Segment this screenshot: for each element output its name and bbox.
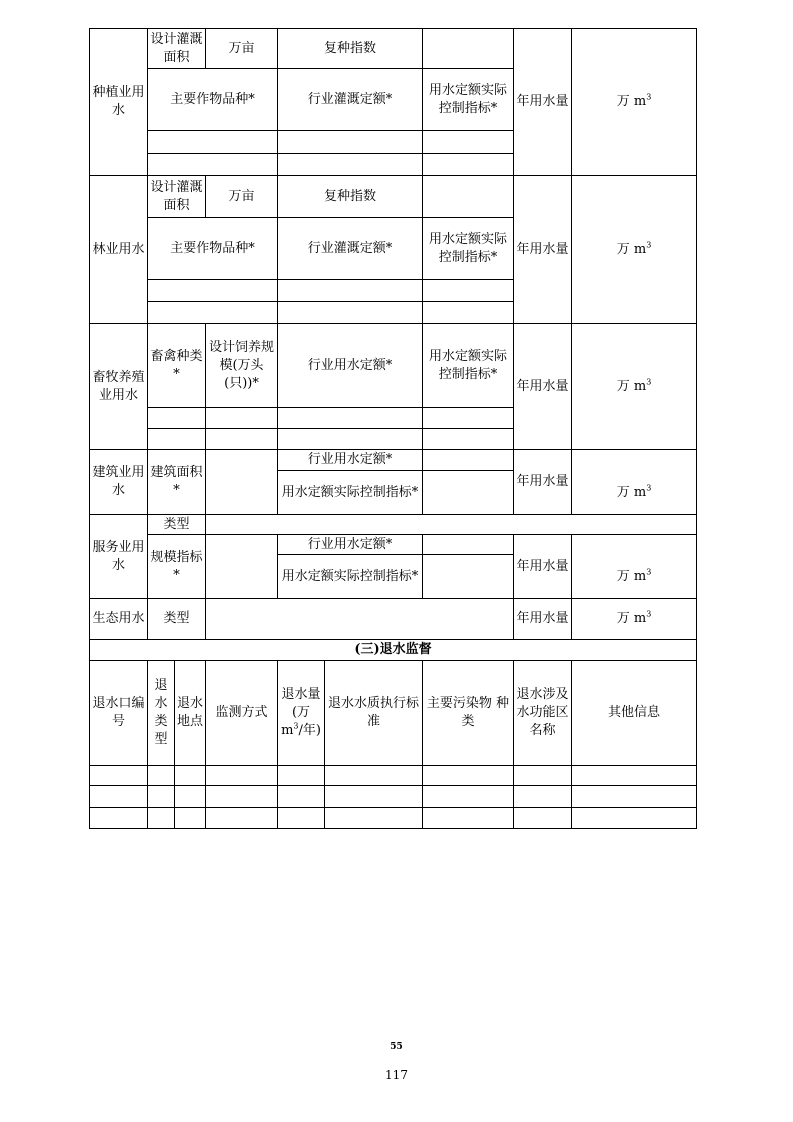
livestock-label: 畜牧养殖业用水 [89, 323, 148, 450]
ecology-label: 生态用水 [89, 598, 148, 640]
service-type-value [205, 514, 697, 535]
livestock-row-2-scale [205, 428, 278, 450]
discharge-row-3-zone [513, 807, 572, 829]
service-scale-value [205, 534, 278, 599]
forestry-multi-crop-index-value [422, 175, 514, 218]
livestock-scale-header: 设计饲养规模(万头(只))* [205, 323, 278, 408]
discharge-row-3-standard [324, 807, 423, 829]
ecology-type-label: 类型 [147, 598, 206, 640]
discharge-col-zone: 退水涉及水功能区名称 [513, 660, 572, 766]
construction-actual-control-label: 用水定额实际控制指标* [277, 470, 423, 515]
discharge-row-2-type [147, 785, 175, 808]
forestry-row-2-quota [277, 301, 423, 324]
construction-industry-quota-label: 行业用水定额* [277, 449, 423, 471]
discharge-row-2-other [571, 785, 697, 808]
planting-multi-crop-index: 复种指数 [277, 28, 423, 69]
discharge-row-1-other [571, 765, 697, 786]
forestry-unit-mu: 万亩 [205, 175, 278, 218]
planting-row-1-quota [277, 130, 423, 154]
planting-row-1-control [422, 130, 514, 154]
livestock-row-1-quota [277, 407, 423, 429]
discharge-row-3-monitor [205, 807, 278, 829]
forestry-multi-crop-index: 复种指数 [277, 175, 423, 218]
discharge-row-1-zone [513, 765, 572, 786]
discharge-col-location: 退水地点 [174, 660, 206, 766]
service-annual-water-label: 年用水量 [513, 534, 572, 599]
discharge-section-title: (三)退水监督 [89, 639, 697, 661]
discharge-col-standard: 退水水质执行标准 [324, 660, 423, 766]
service-industry-quota-label: 行业用水定额* [277, 534, 423, 555]
discharge-row-3-volume [277, 807, 325, 829]
discharge-col-pollutants: 主要污染物 种类 [422, 660, 514, 766]
livestock-species-header: 畜禽种类* [147, 323, 206, 408]
livestock-row-2-control [422, 428, 514, 450]
service-label: 服务业用水 [89, 514, 148, 599]
discharge-col-outlet-id: 退水口编号 [89, 660, 148, 766]
livestock-annual-water-unit: 万 $m^3$ [571, 323, 697, 450]
planting-row-2-crop [147, 153, 278, 176]
service-scale-label: 规模指标* [147, 534, 206, 599]
discharge-row-1-outlet [89, 765, 148, 786]
discharge-row-2-standard [324, 785, 423, 808]
livestock-row-1-species [147, 407, 206, 429]
discharge-col-monitor: 监测方式 [205, 660, 278, 766]
page-number: 117 [385, 1068, 408, 1082]
forestry-annual-water-unit: 万 $m^3$ [571, 175, 697, 324]
discharge-row-3-type [147, 807, 175, 829]
construction-area-value [205, 449, 278, 515]
discharge-row-1-type [147, 765, 175, 786]
service-actual-control-label: 用水定额实际控制指标* [277, 554, 423, 599]
discharge-row-2-zone [513, 785, 572, 808]
forestry-main-crop-header: 主要作物品种* [147, 217, 278, 280]
service-actual-control-value [422, 554, 514, 599]
forestry-row-2-crop [147, 301, 278, 324]
discharge-row-3-pollutants [422, 807, 514, 829]
forestry-row-1-quota [277, 279, 423, 302]
planting-industry-quota-header: 行业灌溉定额* [277, 68, 423, 131]
livestock-annual-water-label: 年用水量 [513, 323, 572, 450]
discharge-row-1-standard [324, 765, 423, 786]
discharge-col-other: 其他信息 [571, 660, 697, 766]
livestock-industry-quota-header: 行业用水定额* [277, 323, 423, 408]
construction-area-label: 建筑面积* [147, 449, 206, 515]
discharge-row-3-other [571, 807, 697, 829]
discharge-row-2-location [174, 785, 206, 808]
planting-row-2-control [422, 153, 514, 176]
forestry-industry-quota-header: 行业灌溉定额* [277, 217, 423, 280]
planting-row-1-crop [147, 130, 278, 154]
discharge-row-2-monitor [205, 785, 278, 808]
ecology-annual-water-label: 年用水量 [513, 598, 572, 640]
discharge-row-1-volume [277, 765, 325, 786]
livestock-row-2-species [147, 428, 206, 450]
planting-actual-control-header: 用水定额实际控制指标* [422, 68, 514, 131]
discharge-row-2-pollutants [422, 785, 514, 808]
ecology-annual-water-unit: 万 $m^3$ [571, 598, 697, 640]
service-industry-quota-value [422, 534, 514, 555]
forestry-row-1-control [422, 279, 514, 302]
livestock-row-1-control [422, 407, 514, 429]
forestry-annual-water-label: 年用水量 [513, 175, 572, 324]
construction-label: 建筑业用水 [89, 449, 148, 515]
discharge-row-2-outlet [89, 785, 148, 808]
planting-multi-crop-index-value [422, 28, 514, 69]
discharge-row-3-outlet [89, 807, 148, 829]
forestry-label: 林业用水 [89, 175, 148, 324]
livestock-row-2-quota [277, 428, 423, 450]
service-annual-water-unit: 万 $m^3$ [571, 534, 697, 599]
planting-label: 种植业用水 [89, 28, 148, 176]
forestry-design-area-label: 设计灌溉面积 [147, 175, 206, 218]
discharge-row-1-monitor [205, 765, 278, 786]
planting-annual-water-label: 年用水量 [513, 28, 572, 176]
planting-row-2-quota [277, 153, 423, 176]
discharge-row-1-location [174, 765, 206, 786]
service-type-label: 类型 [147, 514, 206, 535]
construction-actual-control-value [422, 470, 514, 515]
forestry-actual-control-header: 用水定额实际控制指标* [422, 217, 514, 280]
forestry-row-1-crop [147, 279, 278, 302]
construction-annual-water-unit: 万 $m^3$ [571, 449, 697, 515]
planting-unit-mu: 万亩 [205, 28, 278, 69]
discharge-row-3-location [174, 807, 206, 829]
discharge-col-type: 退水类型 [147, 660, 175, 766]
livestock-actual-control-header: 用水定额实际控制指标* [422, 323, 514, 408]
forestry-row-2-control [422, 301, 514, 324]
discharge-col-volume: 退水量(万 $m^3/$年) [277, 660, 325, 766]
inner-page-number: 55 [390, 1042, 403, 1052]
construction-industry-quota-value [422, 449, 514, 471]
planting-main-crop-header: 主要作物品种* [147, 68, 278, 131]
livestock-row-1-scale [205, 407, 278, 429]
planting-design-area-label: 设计灌溉面积 [147, 28, 206, 69]
construction-annual-water-label: 年用水量 [513, 449, 572, 515]
discharge-row-1-pollutants [422, 765, 514, 786]
planting-annual-water-unit: 万 $m^3$ [571, 28, 697, 176]
ecology-type-value [205, 598, 514, 640]
discharge-row-2-volume [277, 785, 325, 808]
